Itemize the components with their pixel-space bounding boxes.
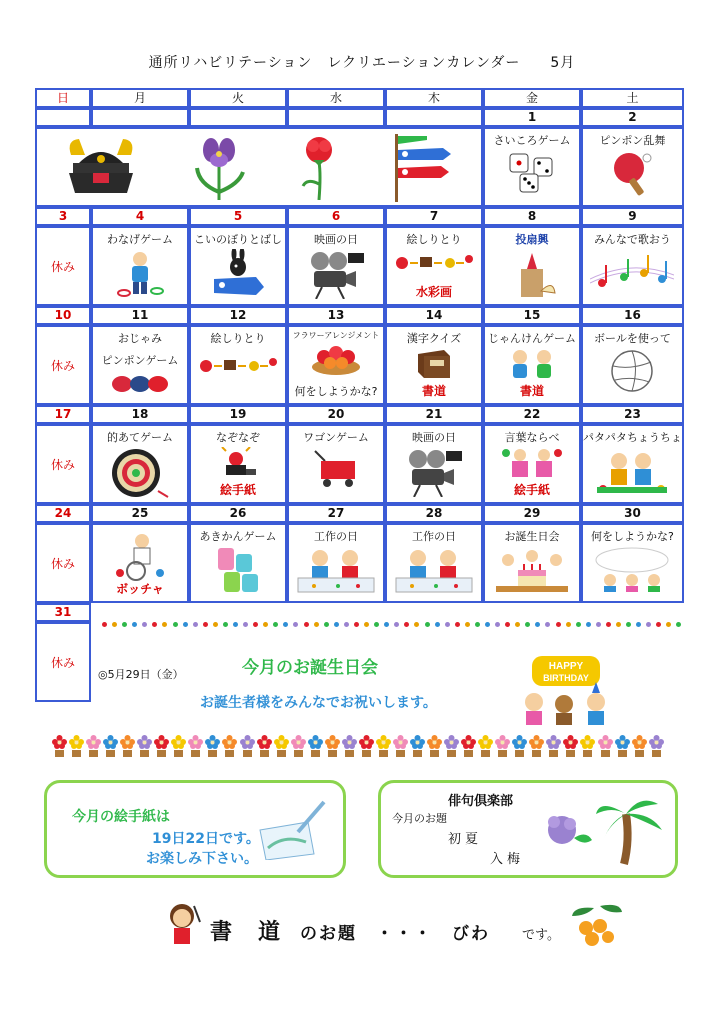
activity-cell — [581, 127, 684, 207]
date-cell: 23 — [581, 405, 684, 424]
flower-pot-icon — [291, 735, 306, 757]
divider-dot — [354, 622, 359, 627]
flower-pot-icon — [495, 735, 510, 757]
flower-pot-icon — [308, 735, 323, 757]
divider-dot — [162, 622, 167, 627]
flower-pot-icon — [257, 735, 272, 757]
date-cell: 13 — [287, 306, 385, 325]
dotted-divider — [102, 622, 682, 632]
etegami-line2: 19日22日です。 — [152, 831, 260, 847]
shodo-title: 書 道 — [210, 919, 283, 945]
activity-label: こいのぼりとばし — [194, 233, 282, 246]
quiz-buzzer-icon — [218, 447, 258, 479]
flower-bouquet-icon — [308, 343, 364, 377]
date-cell: 18 — [91, 405, 189, 424]
weekday-fri: 金 — [483, 88, 581, 108]
divider-dot — [283, 622, 288, 627]
activity-label-line2: ピンポンゲーム — [101, 354, 179, 367]
activity-label: じゃんけんゲーム — [488, 332, 576, 345]
activity-note: 書道 — [519, 384, 544, 398]
holiday-cell: 休み — [35, 622, 91, 702]
divider-dot — [374, 622, 379, 627]
activity-note: 書道 — [421, 384, 446, 398]
date-cell — [287, 108, 385, 127]
activity-cell — [581, 424, 684, 504]
divider-dot — [676, 622, 681, 627]
divider-dot — [324, 622, 329, 627]
divider-dot — [576, 622, 581, 627]
date-cell: 27 — [287, 504, 385, 523]
activity-row — [35, 523, 684, 603]
weekday-sun: 日 — [35, 88, 91, 108]
title-month: 5月 — [550, 55, 576, 71]
flower-pot-icon — [52, 735, 67, 757]
activity-label: わなげゲーム — [107, 233, 173, 246]
activity-label: 投扇興 — [515, 233, 549, 246]
activity-label: 映画の日 — [314, 233, 358, 246]
empty-area — [91, 603, 684, 622]
holiday-cell: 休み — [35, 226, 91, 306]
flower-pot-icon — [120, 735, 135, 757]
birthday-date: ◎5月29日（金） — [98, 668, 184, 681]
divider-dot — [465, 622, 470, 627]
date-cell: 15 — [483, 306, 581, 325]
divider-dot — [273, 622, 278, 627]
flower-pot-icon — [546, 735, 561, 757]
flower-pot-icon — [529, 735, 544, 757]
haiku-title: 俳句倶楽部 — [448, 794, 514, 809]
date-row — [35, 108, 684, 127]
flower-pot-icon — [632, 735, 647, 757]
divider-dot — [515, 622, 520, 627]
date-cell — [35, 108, 91, 127]
activity-label: さいころゲーム — [493, 134, 571, 147]
beanbags-icon — [110, 370, 170, 394]
activity-label: 何をしようかな? — [591, 530, 674, 543]
activity-cell — [91, 325, 189, 405]
date-cell: 21 — [385, 405, 483, 424]
activity-label: 絵しりとり — [210, 332, 266, 345]
divider-dot — [656, 622, 661, 627]
activity-label: なぞなぞ — [216, 431, 260, 444]
activity-row — [35, 424, 684, 504]
divider-dot — [425, 622, 430, 627]
date-cell: 26 — [189, 504, 287, 523]
activity-label: ワゴンゲーム — [303, 431, 369, 444]
dartboard-icon — [110, 447, 170, 499]
activity-cell — [483, 127, 581, 207]
flower-pot-icon — [325, 735, 340, 757]
weekday-sat: 土 — [581, 88, 684, 108]
flower-pot-icon — [188, 735, 203, 757]
kids-flowers-icon — [597, 447, 667, 493]
divider-dot — [293, 622, 298, 627]
activity-cell — [287, 226, 385, 306]
film-projector-icon — [306, 249, 366, 299]
flower-pot-icon — [461, 735, 476, 757]
flower-pot-icon — [615, 735, 630, 757]
crafting-kids-icon — [392, 546, 476, 594]
shodo-theme: のお題 ・・・ びわ — [300, 924, 490, 944]
carnation-icon — [297, 134, 343, 200]
flower-pot-icon — [427, 735, 442, 757]
rock-paper-scissors-kids-icon — [504, 348, 560, 382]
flower-pot-icon — [512, 735, 527, 757]
activity-cell — [483, 325, 581, 405]
divider-dot — [122, 622, 127, 627]
activity-label: お誕生日会 — [504, 530, 560, 543]
activity-label: 工作の日 — [412, 530, 456, 543]
date-cell: 11 — [91, 306, 189, 325]
activity-label: あきかんゲーム — [199, 530, 277, 543]
divider-dot — [213, 622, 218, 627]
date-cell: 31 — [35, 603, 91, 622]
date-cell: 12 — [189, 306, 287, 325]
happy-birthday-icon — [512, 652, 624, 726]
activity-cell — [189, 325, 287, 405]
page-title — [0, 52, 724, 72]
divider-dot — [596, 622, 601, 627]
loquat-fruit-icon — [570, 902, 624, 948]
flower-pot-icon — [359, 735, 374, 757]
painting-brush-icon — [258, 800, 330, 860]
activity-label: パタパタちょうちょ — [583, 431, 682, 444]
dictionary-book-icon — [414, 348, 454, 380]
date-cell: 16 — [581, 306, 684, 325]
date-cell: 9 — [581, 207, 684, 226]
divider-dot — [495, 622, 500, 627]
holiday-cell: 休み — [35, 523, 91, 603]
divider-dot — [304, 622, 309, 627]
date-cell: 7 — [385, 207, 483, 226]
activity-label: ピンポン乱舞 — [599, 134, 666, 147]
kabuto-helmet-icon — [61, 135, 141, 199]
date-cell: 5 — [189, 207, 287, 226]
divider-dot — [435, 622, 440, 627]
divider-dot — [414, 622, 419, 627]
activity-label: 的あてゲーム — [107, 431, 173, 444]
flower-pot-icon — [205, 735, 220, 757]
activity-cell — [189, 523, 287, 603]
flower-pot-icon — [103, 735, 118, 757]
divider-dot — [606, 622, 611, 627]
activity-cell — [287, 523, 385, 603]
etegami-line3: お楽しみ下さい。 — [146, 851, 258, 867]
banner-birthday: BIRTHDAY — [543, 673, 589, 683]
divider-dot — [102, 622, 107, 627]
thinking-people-icon — [590, 546, 674, 592]
divider-dot — [142, 622, 147, 627]
date-cell: 4 — [91, 207, 189, 226]
divider-dot — [616, 622, 621, 627]
flower-pot-icon — [580, 735, 595, 757]
boccia-wheelchair-icon — [112, 531, 168, 581]
ping-pong-paddle-icon — [609, 150, 655, 200]
date-cell: 22 — [483, 405, 581, 424]
divider-dot — [404, 622, 409, 627]
may-decoration-cell — [35, 127, 483, 207]
title-text: 通所リハビリテーション レクリエーションカレンダー — [148, 55, 521, 71]
activity-cell — [189, 226, 287, 306]
activity-cell — [385, 325, 483, 405]
divider-dot — [364, 622, 369, 627]
divider-dot — [152, 622, 157, 627]
flower-pot-icon — [240, 735, 255, 757]
weekday-wed: 水 — [287, 88, 385, 108]
flower-pot-icon — [69, 735, 84, 757]
flower-pot-icon — [410, 735, 425, 757]
flower-pot-icon — [86, 735, 101, 757]
divider-dot — [233, 622, 238, 627]
date-row — [35, 504, 684, 523]
flower-pot-icon — [649, 735, 664, 757]
date-row — [35, 207, 684, 226]
divider-dot — [193, 622, 198, 627]
activity-cell — [483, 523, 581, 603]
divider-dot — [455, 622, 460, 627]
date-cell: 17 — [35, 405, 91, 424]
activity-note: ボッチャ — [116, 582, 164, 596]
date-cell: 24 — [35, 504, 91, 523]
quiz-show-icon — [502, 447, 562, 479]
divider-dot — [505, 622, 510, 627]
divider-dot — [626, 622, 631, 627]
haiku-theme1: 初夏 — [448, 832, 483, 847]
flower-pot-icon — [171, 735, 186, 757]
date-row — [35, 306, 684, 325]
activity-note: 何をしようかな? — [294, 385, 378, 398]
flower-pot-icon — [478, 735, 493, 757]
activity-cell — [581, 226, 684, 306]
haiku-label: 今月のお題 — [392, 812, 447, 825]
holiday-cell: 休み — [35, 325, 91, 405]
activity-note: 絵手紙 — [513, 483, 550, 497]
divider-dot — [445, 622, 450, 627]
flower-pot-icon — [154, 735, 169, 757]
activity-label: おじゃみ — [118, 332, 162, 345]
divider-dot — [263, 622, 268, 627]
divider-dot — [334, 622, 339, 627]
divider-dot — [535, 622, 540, 627]
date-cell: 10 — [35, 306, 91, 325]
date-cell: 25 — [91, 504, 189, 523]
red-wagon-icon — [311, 447, 361, 489]
koinobori-icon — [391, 132, 457, 202]
calendar-table — [35, 88, 684, 702]
activity-cell — [581, 523, 684, 603]
birthday-title: 今月のお誕生日会 — [242, 658, 378, 678]
activity-cell — [581, 325, 684, 405]
date-cell — [385, 108, 483, 127]
weekday-thu: 木 — [385, 88, 483, 108]
divider-dot — [253, 622, 258, 627]
activity-cell — [385, 424, 483, 504]
divider-dot — [132, 622, 137, 627]
activity-row — [35, 325, 684, 405]
activity-label: 漢字クイズ — [406, 332, 462, 345]
divider-dot — [112, 622, 117, 627]
divider-dot — [173, 622, 178, 627]
flower-pot-icon — [137, 735, 152, 757]
activity-cell — [483, 226, 581, 306]
flower-pot-icon — [393, 735, 408, 757]
hydrangea-palm-icon — [540, 790, 668, 868]
film-projector-icon — [404, 447, 464, 497]
iris-flower-icon — [189, 134, 249, 200]
activity-cell — [287, 325, 385, 405]
date-cell: 30 — [581, 504, 684, 523]
activity-note: 水彩画 — [415, 285, 452, 299]
divider-dot — [223, 622, 228, 627]
activity-cell — [189, 424, 287, 504]
divider-dot — [394, 622, 399, 627]
weekday-header-row — [35, 88, 684, 108]
activity-label: フラワーアレンジメント — [292, 331, 380, 340]
activity-label: 絵しりとり — [406, 233, 462, 246]
date-cell: 1 — [483, 108, 581, 127]
divider-dot — [203, 622, 208, 627]
activity-cell — [385, 226, 483, 306]
activity-cell — [483, 424, 581, 504]
ring-toss-icon — [115, 249, 165, 299]
picture-chain-icon — [198, 348, 278, 382]
activity-cell — [91, 226, 189, 306]
date-cell: 2 — [581, 108, 684, 127]
music-notes-icon — [590, 249, 674, 295]
activity-label: 映画の日 — [412, 431, 456, 444]
date-row — [35, 405, 684, 424]
picture-chain-icon — [394, 249, 474, 283]
date-cell — [189, 108, 287, 127]
activity-label: みんなで歌おう — [593, 233, 671, 246]
birthday-subtitle: お誕生者様をみんなでお祝いします。 — [200, 695, 437, 711]
flower-pot-icon — [444, 735, 459, 757]
flower-pot-icon — [274, 735, 289, 757]
activity-note: 絵手紙 — [219, 483, 256, 497]
divider-dot — [344, 622, 349, 627]
activity-cell — [91, 523, 189, 603]
divider-dot — [314, 622, 319, 627]
activity-cell — [385, 523, 483, 603]
birthday-party-icon — [494, 546, 570, 594]
date-cell: 29 — [483, 504, 581, 523]
crafting-kids-icon — [294, 546, 378, 594]
date-cell: 28 — [385, 504, 483, 523]
haiku-theme2: 入梅 — [490, 852, 525, 867]
flower-pot-icon — [222, 735, 237, 757]
date-cell — [91, 108, 189, 127]
banner-happy: HAPPY — [548, 661, 584, 672]
carp-streamer-rabbit-icon — [208, 249, 268, 301]
divider-dot — [666, 622, 671, 627]
date-cell: 6 — [287, 207, 385, 226]
etegami-line1: 今月の絵手紙は — [72, 809, 170, 825]
date-cell: 14 — [385, 306, 483, 325]
divider-dot — [566, 622, 571, 627]
date-cell: 19 — [189, 405, 287, 424]
cans-icon — [208, 546, 268, 594]
divider-dot — [636, 622, 641, 627]
divider-dot — [485, 622, 490, 627]
weekday-mon: 月 — [91, 88, 189, 108]
divider-dot — [525, 622, 530, 627]
activity-cell — [287, 424, 385, 504]
divider-dot — [183, 622, 188, 627]
weekday-tue: 火 — [189, 88, 287, 108]
calligraphy-girl-icon — [164, 900, 204, 948]
volleyball-icon — [609, 348, 655, 394]
divider-dot — [243, 622, 248, 627]
flower-pot-icon — [598, 735, 613, 757]
flower-pot-icon — [376, 735, 391, 757]
date-cell: 20 — [287, 405, 385, 424]
shodo-suffix: です。 — [522, 928, 560, 943]
holiday-cell: 休み — [35, 424, 91, 504]
date-cell: 8 — [483, 207, 581, 226]
activity-label: 言葉ならべ — [504, 431, 560, 444]
dice-icon — [504, 150, 560, 196]
divider-dot — [384, 622, 389, 627]
flower-pot-icon — [563, 735, 578, 757]
divider-dot — [545, 622, 550, 627]
fan-toss-icon — [507, 249, 557, 299]
divider-dot — [646, 622, 651, 627]
flower-border — [52, 735, 664, 757]
flower-pot-icon — [342, 735, 357, 757]
activity-row — [35, 226, 684, 306]
divider-dot — [475, 622, 480, 627]
activity-cell — [91, 424, 189, 504]
activity-label: ボールを使って — [594, 332, 671, 345]
activity-label: 工作の日 — [314, 530, 358, 543]
divider-dot — [586, 622, 591, 627]
date-cell: 3 — [35, 207, 91, 226]
activity-row — [35, 127, 684, 207]
date-row — [35, 603, 684, 622]
divider-dot — [556, 622, 561, 627]
